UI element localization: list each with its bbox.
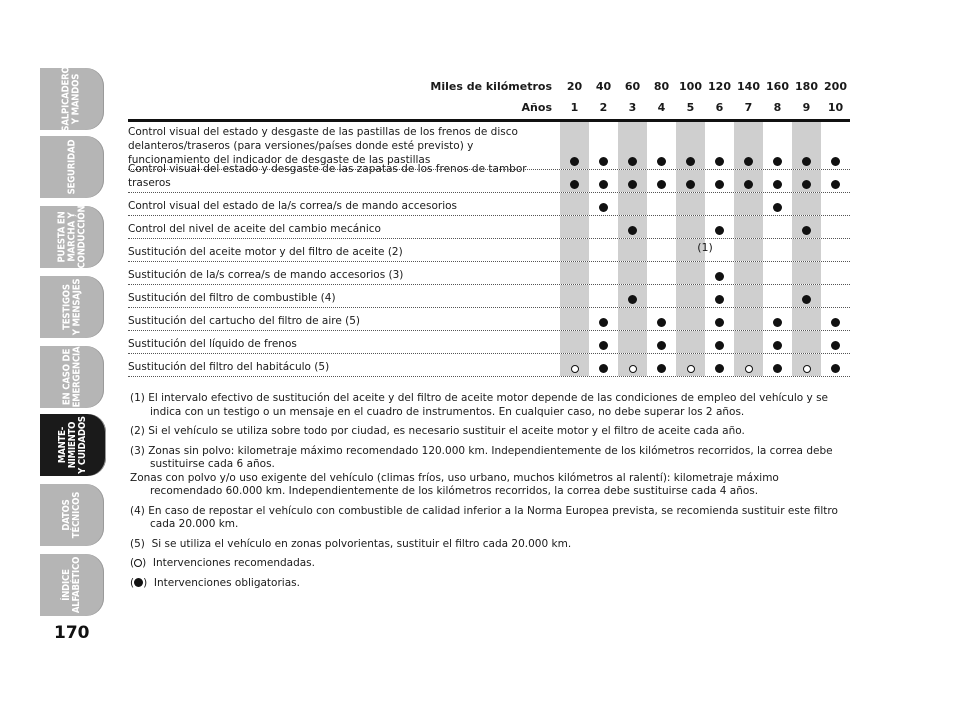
interval-cell <box>589 216 618 238</box>
ring-icon <box>134 559 142 567</box>
km-value-9: 200 <box>824 80 847 93</box>
interval-cell <box>676 122 705 169</box>
interval-cell <box>589 331 618 353</box>
legend-mandatory: ( ) Intervenciones obligatorias. <box>130 576 300 589</box>
row-label <box>128 239 560 261</box>
row-note-reference: (1) <box>697 241 713 254</box>
row-label-text: Sustitución del líquido de frenos <box>128 338 297 350</box>
interval-cell <box>763 354 792 376</box>
dot-icon <box>686 157 695 166</box>
interval-cell <box>618 308 647 330</box>
note-text: Zonas sin polvo: kilometraje máximo recomendado 120.000 km. Independientemente de los kilómetros recorridos, la correa debe sustituirse cada 6 años. <box>148 444 833 470</box>
year-value-9: 10 <box>827 101 844 114</box>
year-value-3: 4 <box>657 101 666 114</box>
years-header-row <box>128 97 850 118</box>
dot-icon <box>715 180 724 189</box>
interval-cell <box>705 216 734 238</box>
tab-label: SEGURIDAD <box>66 139 77 195</box>
interval-cell <box>705 354 734 376</box>
note-text: Si el vehículo se utiliza sobre todo por ciudad, es necesario sustituir el aceite motor y el filtro de aceite cada año. <box>148 425 745 437</box>
dot-icon <box>657 180 666 189</box>
interval-cell <box>676 308 705 330</box>
maintenance-table <box>128 76 850 377</box>
interval-cell <box>676 216 705 238</box>
year-value-5: 6 <box>715 101 724 114</box>
interval-cell <box>589 170 618 192</box>
interval-cell <box>763 331 792 353</box>
row-label-text: Control del nivel de aceite del cambio mecánico <box>128 223 381 235</box>
years-header-values <box>560 101 850 114</box>
interval-cell <box>792 285 821 307</box>
year-value-2: 3 <box>628 101 637 114</box>
dot-icon <box>715 318 724 327</box>
dot-icon <box>599 157 608 166</box>
dot-icon <box>657 157 666 166</box>
tab-indice[interactable] <box>40 554 104 616</box>
dot-icon <box>773 180 782 189</box>
dot-icon <box>802 226 811 235</box>
table-body <box>128 122 850 377</box>
interval-cell <box>647 216 676 238</box>
dot-icon <box>686 180 695 189</box>
dot-icon <box>715 272 724 281</box>
dot-icon <box>570 180 579 189</box>
interval-cell <box>705 308 734 330</box>
row-label-text: Sustitución del filtro de combustible (4) <box>128 292 336 304</box>
dot-icon <box>773 364 782 373</box>
note-text-continued: Zonas con polvo y/o uso exigente del vehículo (climas fríos, uso urbano, muchos kilómetros al ralentí): kilometraje máximo recomendado 60.000 km. Independientemente de los kilómetros recorridos, la correa debe sustituirse cada 4 años. <box>130 471 779 497</box>
interval-cell <box>647 262 676 284</box>
dot-icon <box>599 318 608 327</box>
interval-cell <box>734 193 763 215</box>
km-value-5: 120 <box>708 80 731 93</box>
interval-cell <box>647 354 676 376</box>
dot-icon <box>831 318 840 327</box>
year-value-6: 7 <box>744 101 753 114</box>
year-value-4: 5 <box>686 101 695 114</box>
interval-cell <box>618 354 647 376</box>
note-text: En caso de repostar el vehículo con combustible de calidad inferior a la Norma Europea prevista, se recomienda sustituir este filtro cada 20.000 km. <box>148 504 838 530</box>
tab-label: TESTIGOS Y MENSAJES <box>60 278 82 336</box>
dot-icon <box>831 157 840 166</box>
dot-icon <box>599 180 608 189</box>
interval-cell <box>734 170 763 192</box>
interval-cell <box>821 354 850 376</box>
legend-text: Intervenciones obligatorias. <box>153 576 300 589</box>
interval-cell <box>560 262 589 284</box>
row-label-text: Control visual del estado y desgaste de las zapatas de los frenos de tambor traseros <box>128 163 527 189</box>
table-row <box>128 239 850 262</box>
interval-cell <box>560 170 589 192</box>
interval-cell <box>560 216 589 238</box>
dot-icon <box>599 341 608 350</box>
table-row <box>128 262 850 285</box>
dot-icon <box>744 157 753 166</box>
tab-label: MANTE- NIMIENTO Y CUIDADOS <box>57 416 88 474</box>
ring-icon <box>687 365 695 373</box>
interval-cell <box>618 122 647 169</box>
row-label <box>128 354 560 376</box>
row-label-text: Sustitución de la/s correa/s de mando accesorios (3) <box>128 269 404 281</box>
dot-icon <box>715 157 724 166</box>
interval-cell <box>792 193 821 215</box>
ring-icon <box>803 365 811 373</box>
note-prefix: (5) <box>130 537 145 550</box>
dot-icon <box>831 364 840 373</box>
dot-icon <box>657 318 666 327</box>
interval-cell <box>763 308 792 330</box>
ring-icon <box>745 365 753 373</box>
interval-cell <box>647 170 676 192</box>
km-value-8: 180 <box>795 80 818 93</box>
years-header-label: Años <box>521 101 552 114</box>
interval-cell <box>589 354 618 376</box>
tab-mantenimiento[interactable] <box>40 414 106 476</box>
tab-label: SALPICADERO Y MANDOS <box>61 66 83 132</box>
interval-cell <box>705 193 734 215</box>
dot-icon <box>570 157 579 166</box>
note-4 <box>130 505 852 532</box>
row-label <box>128 285 560 307</box>
km-value-0: 20 <box>566 80 583 93</box>
interval-cell <box>705 122 734 169</box>
dot-icon <box>628 157 637 166</box>
interval-cell <box>821 122 850 169</box>
interval-cell <box>821 331 850 353</box>
table-row <box>128 193 850 216</box>
interval-cell <box>821 193 850 215</box>
interval-cell <box>705 262 734 284</box>
interval-cell <box>821 308 850 330</box>
interval-cell <box>560 122 589 169</box>
interval-cell <box>618 216 647 238</box>
dot-icon <box>599 203 608 212</box>
interval-cell <box>589 285 618 307</box>
interval-cell <box>763 122 792 169</box>
table-row <box>128 216 850 239</box>
row-label-text: Sustitución del filtro del habitáculo (5) <box>128 361 330 373</box>
interval-cell <box>792 354 821 376</box>
interval-cell <box>560 193 589 215</box>
interval-cell <box>560 331 589 353</box>
interval-cell <box>792 122 821 169</box>
tab-seguridad[interactable] <box>40 136 104 198</box>
note-text: Si se utiliza el vehículo en zonas polvorientas, sustituir el filtro cada 20.000 km. <box>151 537 572 550</box>
table-row <box>128 354 850 377</box>
row-label <box>128 163 560 192</box>
interval-cell <box>792 308 821 330</box>
tab-salpicadero[interactable] <box>40 68 104 130</box>
year-value-8: 9 <box>802 101 811 114</box>
interval-cell <box>560 308 589 330</box>
interval-cell <box>792 216 821 238</box>
ring-icon <box>571 365 579 373</box>
table-row <box>128 308 850 331</box>
interval-cell <box>676 193 705 215</box>
dot-icon <box>599 364 608 373</box>
table-row <box>128 163 850 193</box>
interval-cell <box>821 170 850 192</box>
interval-cell <box>792 170 821 192</box>
tab-label: DATOS TÉCNICOS <box>61 491 82 539</box>
dot-icon <box>715 295 724 304</box>
tab-emergencia[interactable] <box>40 346 104 408</box>
interval-cell <box>618 170 647 192</box>
interval-cell <box>821 262 850 284</box>
interval-cell <box>618 193 647 215</box>
dot-icon <box>715 364 724 373</box>
interval-cell <box>560 285 589 307</box>
interval-cell <box>734 216 763 238</box>
dot-icon <box>744 180 753 189</box>
interval-cell <box>560 354 589 376</box>
interval-cell <box>763 262 792 284</box>
note-2 <box>130 425 852 439</box>
dot-icon <box>657 364 666 373</box>
row-label <box>128 193 560 215</box>
km-header-row <box>128 76 850 97</box>
table-row <box>128 331 850 354</box>
interval-cell <box>647 285 676 307</box>
interval-cell <box>676 170 705 192</box>
interval-cell <box>676 285 705 307</box>
row-label <box>128 262 560 284</box>
note-3 <box>130 445 852 499</box>
km-value-1: 40 <box>595 80 612 93</box>
interval-cell <box>705 331 734 353</box>
interval-cell <box>763 216 792 238</box>
page-number: 170 <box>54 623 90 643</box>
row-label-text: Control visual del estado de la/s correa/s de mando accesorios <box>128 200 458 212</box>
dot-icon <box>657 341 666 350</box>
note-prefix: (4) <box>130 504 145 517</box>
dot-icon <box>715 341 724 350</box>
interval-cell <box>647 122 676 169</box>
interval-cell <box>734 262 763 284</box>
km-value-3: 80 <box>653 80 670 93</box>
dot-icon <box>773 157 782 166</box>
km-value-2: 60 <box>624 80 641 93</box>
legend-recommended: ( ) Intervenciones recomendadas. <box>130 557 315 569</box>
interval-cell <box>647 331 676 353</box>
interval-cell <box>792 331 821 353</box>
interval-cell <box>763 193 792 215</box>
interval-cell <box>589 193 618 215</box>
dot-icon <box>831 180 840 189</box>
interval-cell <box>589 262 618 284</box>
tab-puesta-en-marcha[interactable] <box>40 206 104 268</box>
row-label <box>128 308 560 330</box>
note-1 <box>130 392 852 419</box>
interval-cell <box>763 285 792 307</box>
interval-cell <box>589 308 618 330</box>
dot-icon <box>802 295 811 304</box>
tab-label: PUESTA EN MARCHA Y CONDUCCIÓN <box>56 205 87 269</box>
dot-icon <box>628 180 637 189</box>
dot-icon <box>773 203 782 212</box>
note-prefix: (1) <box>130 392 145 404</box>
dot-icon <box>134 578 143 587</box>
year-value-7: 8 <box>773 101 782 114</box>
interval-cell <box>705 285 734 307</box>
dot-icon <box>773 318 782 327</box>
dot-icon <box>802 180 811 189</box>
dot-icon <box>802 157 811 166</box>
km-header-label: Miles de kilómetros <box>430 80 552 93</box>
interval-cell <box>705 170 734 192</box>
ring-icon <box>629 365 637 373</box>
legend-text: Intervenciones recomendadas. <box>152 557 315 569</box>
interval-cell <box>647 193 676 215</box>
dot-icon <box>628 226 637 235</box>
interval-cell <box>792 262 821 284</box>
year-value-0: 1 <box>570 101 579 114</box>
interval-cell <box>618 262 647 284</box>
interval-cell <box>734 285 763 307</box>
interval-cell <box>734 122 763 169</box>
km-value-4: 100 <box>679 80 702 93</box>
tab-datos-tecnicos[interactable] <box>40 484 104 546</box>
km-value-6: 140 <box>737 80 760 93</box>
km-value-7: 160 <box>766 80 789 93</box>
interval-cell <box>676 331 705 353</box>
interval-cell <box>821 285 850 307</box>
row-label-text: Sustitución del cartucho del filtro de aire (5) <box>128 315 361 327</box>
dot-icon <box>715 226 724 235</box>
interval-cell <box>676 354 705 376</box>
dot-icon <box>831 341 840 350</box>
interval-cell <box>734 331 763 353</box>
row-label-text: Sustitución del aceite motor y del filtro de aceite (2) <box>128 246 403 258</box>
note-prefix: (3) <box>130 444 145 457</box>
note-text: El intervalo efectivo de sustitución del aceite y del filtro de aceite motor depende de las condiciones de empleo del vehículo y se indica con un testigo o un mensaje en el cuadro de instrumentos. En cualquier caso, no debe superar los 2 años. <box>148 392 829 418</box>
row-label <box>128 216 560 238</box>
interval-cell <box>734 354 763 376</box>
interval-cell <box>734 308 763 330</box>
notes-section <box>130 392 852 596</box>
tab-label: ÍNDICE ALFABÉTICO <box>60 556 82 614</box>
interval-cell <box>763 170 792 192</box>
tab-label: EN CASO DE EMERGENCIA <box>61 346 82 408</box>
dot-icon <box>628 295 637 304</box>
interval-cell <box>589 122 618 169</box>
note-5 <box>130 538 852 552</box>
km-header-values <box>560 80 850 93</box>
interval-cell <box>821 216 850 238</box>
dot-icon <box>773 341 782 350</box>
interval-cell <box>676 262 705 284</box>
table-row <box>128 285 850 308</box>
note-prefix: (2) <box>130 425 145 437</box>
row-label-text: Control visual del estado y desgaste de las pastillas de los frenos de disco delanteros/traseros (para versiones/países donde esté previsto) y funcionamiento del indicador de desgaste de las pastillas <box>128 126 518 166</box>
interval-cell <box>647 308 676 330</box>
interval-cell <box>618 331 647 353</box>
interval-cell <box>618 285 647 307</box>
year-value-1: 2 <box>599 101 608 114</box>
row-label <box>128 331 560 353</box>
tab-testigos[interactable] <box>40 276 104 338</box>
